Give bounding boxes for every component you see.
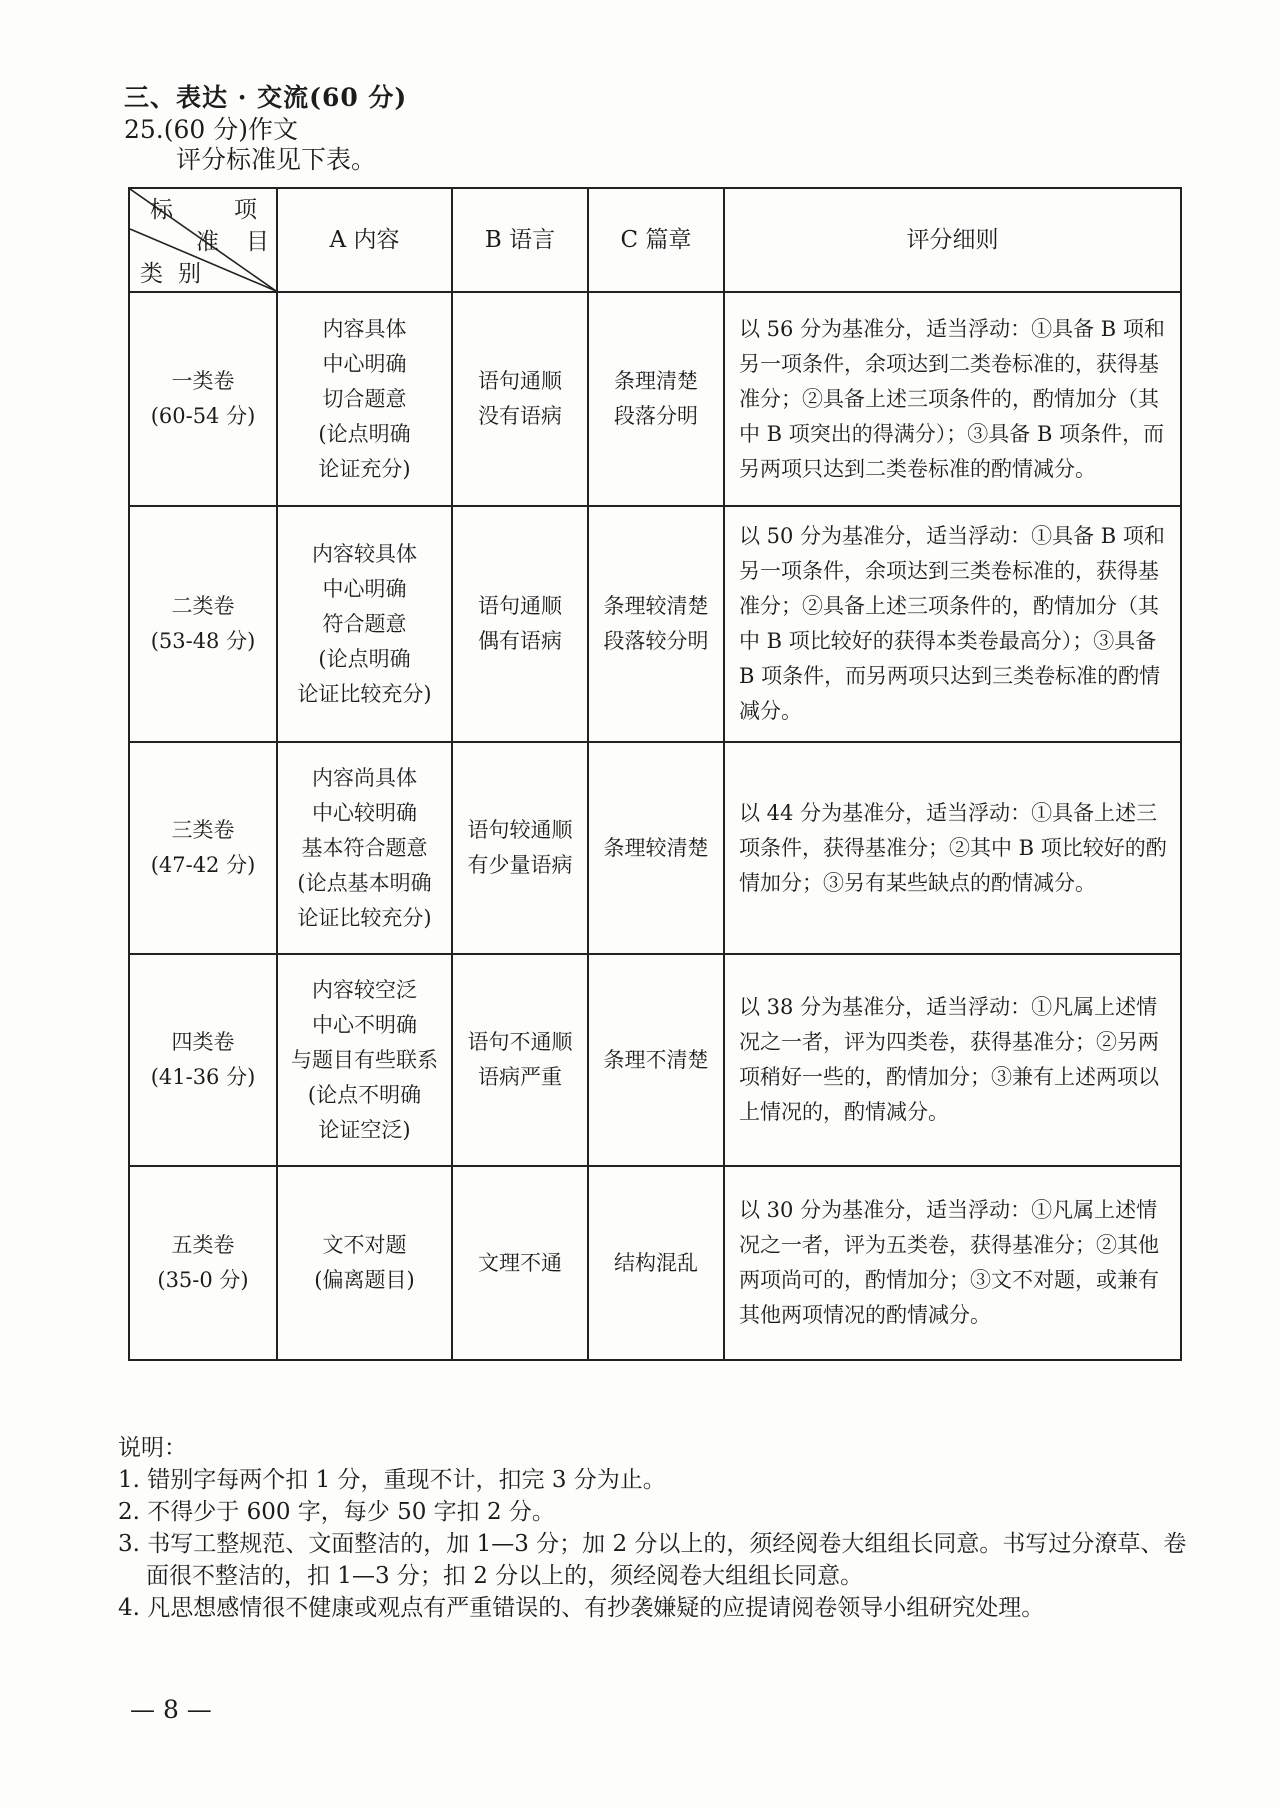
structure-line: 结构混乱 xyxy=(614,1250,698,1275)
content-cell xyxy=(277,742,452,954)
table-row xyxy=(129,292,1181,506)
header-language: B 语言 xyxy=(452,188,588,292)
intro-text: 评分标准见下表。 xyxy=(176,145,377,174)
structure-cell xyxy=(588,1166,724,1360)
content-line: 中心较明确 xyxy=(312,800,417,825)
content-line: 内容较具体 xyxy=(312,541,417,566)
structure-line: 段落分明 xyxy=(614,404,698,428)
note-item: 4. 凡思想感情很不健康或观点有严重错误的、有抄袭嫌疑的应提请阅卷领导小组研究处理。 xyxy=(118,1595,1045,1621)
content-line: (论点基本明确 xyxy=(297,870,432,895)
content-cell xyxy=(277,1166,452,1360)
language-line: 语句通顺 xyxy=(478,594,562,618)
diagonal-header-cell xyxy=(129,188,277,292)
category-cell xyxy=(129,954,277,1166)
content-line: 中心明确 xyxy=(322,351,407,376)
category-range: (53-48 分) xyxy=(150,629,256,653)
language-line: 偶有语病 xyxy=(478,629,562,653)
table-row xyxy=(129,506,1181,742)
content-line: 切合题意 xyxy=(322,386,407,411)
table-row xyxy=(129,954,1181,1166)
category-range: (41-36 分) xyxy=(150,1065,256,1089)
header-content: A 内容 xyxy=(277,188,452,292)
content-line: 内容较空泛 xyxy=(312,977,417,1002)
language-line: 语病严重 xyxy=(478,1065,562,1089)
scoring-table xyxy=(128,187,1182,1361)
content-line: 基本符合题意 xyxy=(301,835,428,860)
corner-label-bie: 别 xyxy=(178,261,201,287)
language-line: 没有语病 xyxy=(478,404,562,428)
content-line: (偏离题目) xyxy=(314,1268,415,1292)
content-line: 论证充分) xyxy=(318,456,411,481)
content-line: 内容具体 xyxy=(322,316,407,341)
table-header-row xyxy=(129,188,1181,292)
question-heading: 25.(60 分)作文 xyxy=(124,115,299,144)
structure-line: 条理较清楚 xyxy=(603,835,709,860)
table-row xyxy=(129,742,1181,954)
structure-cell xyxy=(588,292,724,506)
section-title: 三、表达 · 交流(60 分) xyxy=(124,83,408,112)
table-row xyxy=(129,1166,1181,1360)
category-name: 一类卷 xyxy=(171,369,235,393)
language-cell xyxy=(452,1166,588,1360)
language-cell xyxy=(452,506,588,742)
structure-line: 条理清楚 xyxy=(614,369,698,393)
corner-label-lei: 类 xyxy=(140,261,163,287)
content-line: 文不对题 xyxy=(322,1233,407,1257)
content-line: 与题目有些联系 xyxy=(291,1047,438,1072)
content-line: 内容尚具体 xyxy=(312,765,417,790)
structure-line: 条理较清楚 xyxy=(603,594,709,618)
category-range: (60-54 分) xyxy=(150,404,256,428)
category-name: 三类卷 xyxy=(171,818,235,842)
rules-cell: 以 38 分为基准分，适当浮动：①凡属上述情况之一者，评为四类卷，获得基准分；②另两项稍好一些的，酌情加分；③兼有上述两项以上情况的，酌情减分。 xyxy=(724,954,1181,1166)
category-range: (47-42 分) xyxy=(150,853,256,877)
structure-cell xyxy=(588,954,724,1166)
language-cell xyxy=(452,742,588,954)
category-name: 二类卷 xyxy=(171,594,235,618)
header-rules: 评分细则 xyxy=(724,188,1181,292)
rules-cell: 以 50 分为基准分，适当浮动：①具备 B 项和另一项条件，余项达到三类卷标准的，获得基准分；②具备上述三项条件的，酌情加分（其中 B 项比较好的获得本类卷最高分）；③具备 B 项条件，而另两项只达到三类卷标准的酌情减分。 xyxy=(724,506,1181,742)
category-cell xyxy=(129,742,277,954)
content-cell xyxy=(277,292,452,506)
note-item: 1. 错别字每两个扣 1 分，重现不计，扣完 3 分为止。 xyxy=(118,1467,666,1493)
language-line: 有少量语病 xyxy=(467,853,573,877)
language-line: 语句较通顺 xyxy=(467,818,573,842)
content-cell xyxy=(277,954,452,1166)
content-line: 符合题意 xyxy=(322,611,407,636)
content-cell xyxy=(277,506,452,742)
language-line: 文理不通 xyxy=(478,1250,562,1275)
language-cell xyxy=(452,292,588,506)
corner-label-zhun: 准 xyxy=(196,229,219,255)
language-line: 语句不通顺 xyxy=(467,1030,573,1054)
category-name: 四类卷 xyxy=(171,1030,235,1054)
notes-title: 说明： xyxy=(118,1435,187,1461)
category-range: (35-0 分) xyxy=(157,1268,249,1292)
content-line: (论点明确 xyxy=(318,646,411,671)
content-line: (论点不明确 xyxy=(307,1082,422,1107)
note-item: 3. 书写工整规范、文面整洁的，加 1—3 分；加 2 分以上的，须经阅卷大组组长同意。书写过分潦草、卷面很不整洁的，扣 1—3 分；扣 2 分以上的，须经阅卷大组组长同意。 xyxy=(118,1531,1187,1589)
category-name: 五类卷 xyxy=(171,1233,235,1257)
structure-cell xyxy=(588,506,724,742)
notes-section xyxy=(118,1432,1198,1624)
structure-cell xyxy=(588,742,724,954)
content-line: 中心明确 xyxy=(322,576,407,601)
category-cell xyxy=(129,1166,277,1360)
structure-line: 段落较分明 xyxy=(603,629,709,653)
language-cell xyxy=(452,954,588,1166)
corner-label-biao: 标 xyxy=(150,197,173,223)
header-structure: C 篇章 xyxy=(588,188,724,292)
note-item: 2. 不得少于 600 字，每少 50 字扣 2 分。 xyxy=(118,1499,555,1525)
structure-line: 条理不清楚 xyxy=(603,1047,709,1072)
corner-label-mu: 目 xyxy=(246,229,269,255)
language-line: 语句通顺 xyxy=(478,369,562,393)
content-line: 论证比较充分) xyxy=(297,681,432,706)
rules-cell: 以 56 分为基准分，适当浮动：①具备 B 项和另一项条件，余项达到二类卷标准的，获得基准分；②具备上述三项条件的，酌情加分（其中 B 项突出的得满分）；③具备 B 项条件，而另两项只达到二类卷标准的酌情减分。 xyxy=(724,292,1181,506)
corner-label-xiang: 项 xyxy=(234,197,257,223)
content-line: (论点明确 xyxy=(318,421,411,446)
rules-cell: 以 44 分为基准分，适当浮动：①具备上述三项条件，获得基准分；②其中 B 项比较好的酌情加分；③另有某些缺点的酌情减分。 xyxy=(724,742,1181,954)
category-cell xyxy=(129,506,277,742)
rules-cell: 以 30 分为基准分，适当浮动：①凡属上述情况之一者，评为五类卷，获得基准分；②其他两项尚可的，酌情加分；③文不对题，或兼有其他两项情况的酌情减分。 xyxy=(724,1166,1181,1360)
category-cell xyxy=(129,292,277,506)
page-number: — 8 — xyxy=(130,1695,212,1724)
content-line: 论证空泛) xyxy=(318,1117,411,1142)
content-line: 中心不明确 xyxy=(312,1012,417,1037)
content-line: 论证比较充分) xyxy=(297,905,432,930)
